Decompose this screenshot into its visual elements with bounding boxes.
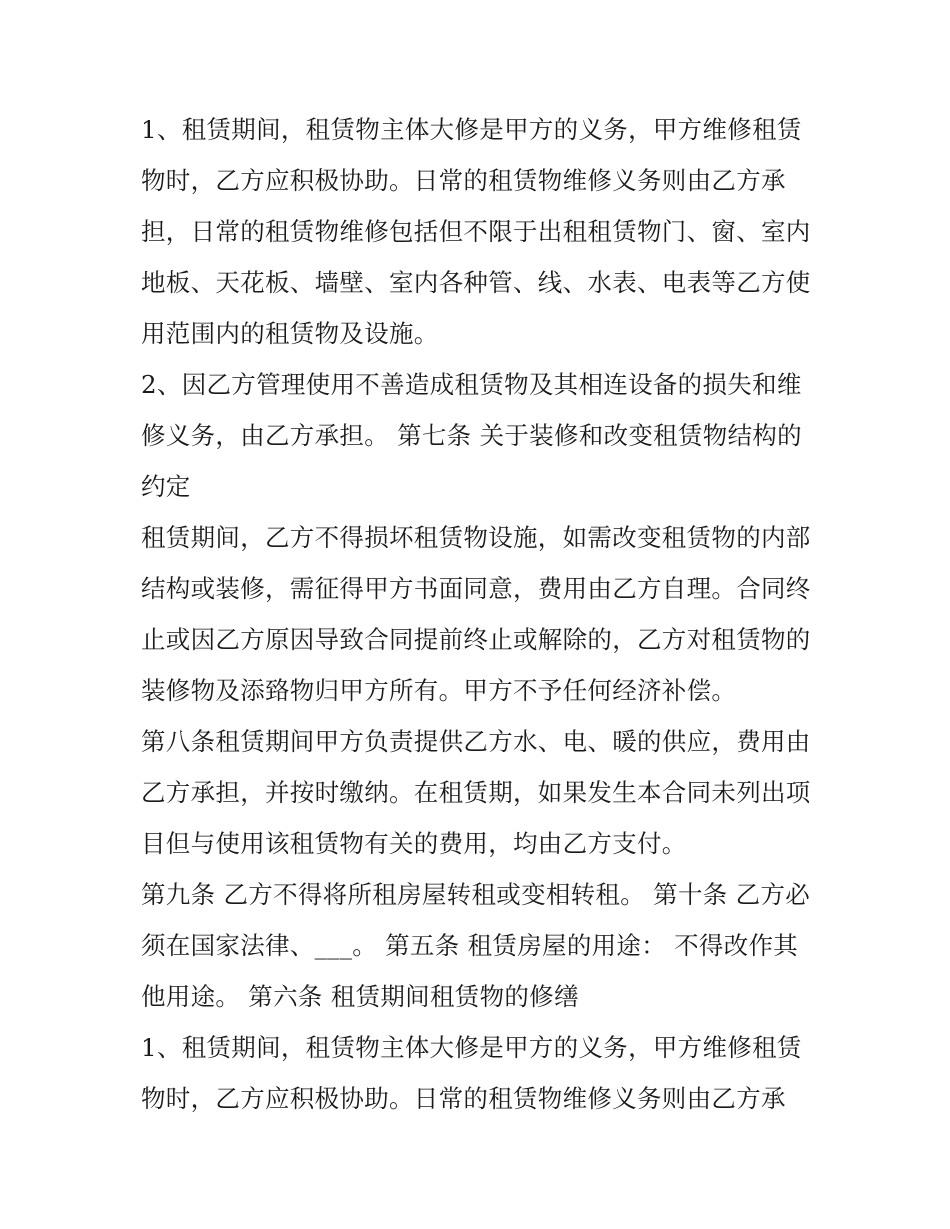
paragraph-mismanagement-liability: 2、因乙方管理使用不善造成租赁物及其相连设备的损失和维修义务，由乙方承担。 第七条 关于装修和改变租赁物结构的约定 xyxy=(141,370,802,501)
paragraph-repair-duties-repeat: 1、租赁期间，租赁物主体大修是甲方的义务，甲方维修租赁物时，乙方应积极协助。日常的租赁物维修义务则由乙方承 xyxy=(141,1033,802,1113)
paragraph-article-eight-utilities: 第八条租赁期间甲方负责提供乙方水、电、暖的供应，费用由乙方承担，并按时缴纳。在租赁期，如果发生本合同未列出项目但与使用该租赁物有关的费用，均由乙方支付。 xyxy=(141,727,811,858)
document-body xyxy=(141,104,813,1124)
paragraph-repair-duties: 1、租赁期间，租赁物主体大修是甲方的义务，甲方维修租赁物时，乙方应积极协助。日常的租赁物维修义务则由乙方承担，日常的租赁物维修包括但不限于出租租赁物门、窗、室内地板、天花板、墙壁、室内各种管、线、水表、电表等乙方使用范围内的租赁物及设施。 xyxy=(141,115,811,348)
paragraph-article-nine-sublease: 第九条 乙方不得将所租房屋转租或变相转租。 第十条 乙方必须在国家法律、___。 第五条 租赁房屋的用途： 不得改作其他用途。 第六条 租赁期间租赁物的修缮 xyxy=(141,880,811,1011)
paragraph-renovation-terms: 租赁期间，乙方不得损坏租赁物设施，如需改变租赁物的内部结构或装修，需征得甲方书面同意，费用由乙方自理。合同终止或因乙方原因导致合同提前终止或解除的，乙方对租赁物的装修物及添臵物归甲方所有。甲方不予任何经济补偿。 xyxy=(141,523,811,705)
